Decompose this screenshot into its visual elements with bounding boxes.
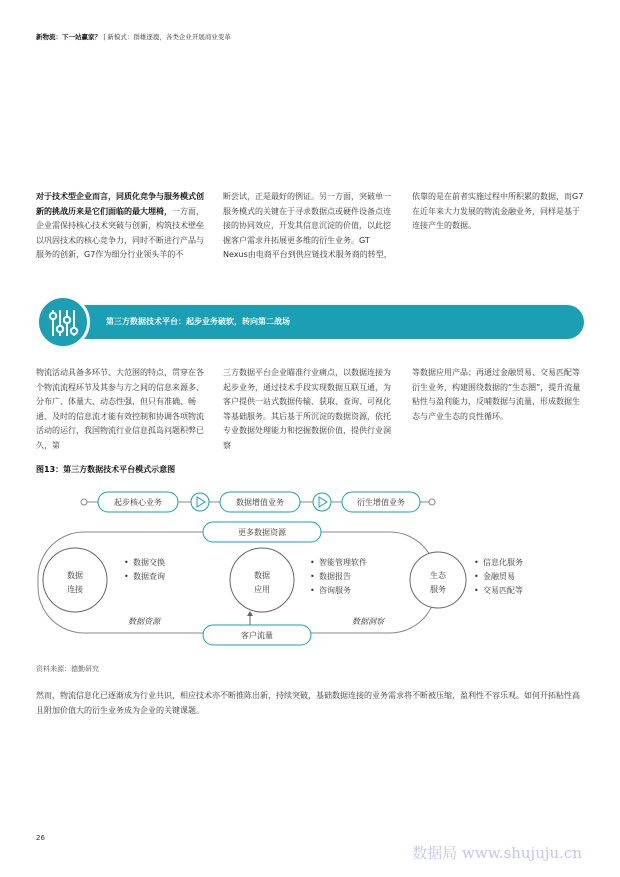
body-col1-text: 物流活动具备多环节、大范围的特点，贯穿在各个物流流程环节及其参与方之间的信息来源多、分布广、体量大、动态性强，但只有准确、畅通、及时的信息流才能有效控制和协调各项物流活动的运行，我国物流行业信息孤岛问题积弊已久，第 [36, 368, 204, 450]
arrow-up-icon [247, 611, 253, 616]
circle-2-line2: 应用 [254, 585, 270, 594]
intro-col2-text: 断尝试，正是最好的例证。另一方面，突破单一服务模式的关键在于寻求数据点或硬件设备点连接的协同效应，开发其信息沉淀的价值，以此挖掘客户需求并拓展更多维的衍生业务。GT Nexus由电商平台到供应链技术服务商的转型， [223, 192, 392, 259]
circle-3-line1: 生态 [430, 571, 446, 580]
figure-title: 图13：第三方数据技术平台模式示意图 [36, 465, 176, 474]
intro-bold-lead: 对于技术型企业而言，同质化竞争与服务模式创新的挑战历来是它们面临的最大埋椅， [36, 192, 204, 216]
header-title: 新物流：下一站赢家？ [36, 33, 101, 41]
circle-3-line2: 服务 [430, 585, 446, 594]
figure-source: 资料来源：德勤研究 [36, 665, 99, 673]
circle-2-item: 咨询服务 [319, 586, 351, 595]
bottom-left-label: 数据资源 [128, 617, 160, 626]
bullet-icon: • [124, 572, 129, 581]
bullet-icon: • [310, 586, 315, 595]
customer-traffic-label: 客户流量 [241, 631, 273, 640]
section-banner-title: 第三方数据技术平台：起步业务破软，转向第二战场 [106, 317, 290, 326]
bullet-icon: • [310, 572, 315, 581]
circle-3-item: 交易匹配等 [483, 586, 523, 595]
bullet-icon: • [474, 586, 479, 595]
watermark: 数据局 www.shujuju.cn [412, 844, 582, 862]
circle-1-line1: 数据 [67, 571, 83, 580]
more-data-label: 更多数据资源 [238, 528, 286, 537]
conclusion-paragraph: 然而，物流信息化已逐渐成为行业共识，相应技术亦不断推陈出新，持续突破，基础数据连接的业务需求将不断被压缩，盈利性不容乐观。如何开拓粘性高且附加价值大的衍生业务成为企业的关键课题。 [36, 691, 580, 715]
circle-3-item: 信息化服务 [483, 558, 523, 567]
circle-2-line1: 数据 [254, 571, 270, 580]
circle-2-item: 数据报告 [319, 572, 351, 581]
body-col2-text: 三方数据平台企业瞄准行业痛点，以数据连接为起步业务，通过技术手段实现数据互联互通，为客户提供一站式数据传输、获取、查询、可视化等基础服务。其后基于所沉淀的数据资源，依托专业数据处理能力和挖掘数据价值，提供行业洞察 [223, 368, 391, 450]
flow-end-dot [429, 499, 435, 505]
circle-data-application [230, 548, 294, 612]
bottom-right-label: 数据洞察 [352, 617, 384, 626]
circle-2-item: 智能管理软件 [319, 558, 367, 567]
bullet-icon: • [124, 558, 129, 567]
top-box-1-label: 起步核心业务 [114, 498, 162, 507]
circle-1-item: 数据查询 [133, 572, 165, 581]
top-box-2-label: 数据增值业务 [236, 498, 284, 507]
page-number: 26 [36, 834, 45, 842]
circle-ecosystem-service [410, 552, 466, 608]
circle-data-connection [43, 548, 107, 612]
bullet-icon: • [310, 558, 315, 567]
circle-3-item: 金融贸易 [483, 572, 515, 581]
header-separator: | [103, 33, 106, 41]
intro-col3-text: 依靠的是在前者实施过程中所积累的数据，而G7在近年来大力发展的物流金融业务，同样是基于连接产生的数据。 [412, 192, 584, 230]
top-box-3-label: 衍生增值业务 [357, 498, 405, 507]
bullet-icon: • [474, 572, 479, 581]
header-subtitle: 新模式：群雄逐鹿，各类企业开展商业变革 [107, 33, 231, 41]
circle-1-line2: 连接 [67, 585, 83, 594]
play-arrow-icon [191, 493, 209, 511]
bullet-icon: • [474, 558, 479, 567]
body-col3-text: 等数据应用产品；再通过金融贸易、交易匹配等衍生业务，构建围绕数据的“生态圈”，提升流量粘性与盈利能力，反哺数据与流量，形成数据生态与产业生态的良性循环。 [412, 368, 581, 421]
play-arrow-icon [313, 493, 331, 511]
flow-start-dot [81, 499, 87, 505]
circle-1-item: 数据交换 [133, 558, 165, 567]
intro-col1-text: 一方面，企业需保持核心技术突破与创新，构筑技术壁垒以巩固技术的核心竞争力，同时不断进行产品与服务的创新，G7作为细分行业领头羊的不 [36, 206, 204, 259]
